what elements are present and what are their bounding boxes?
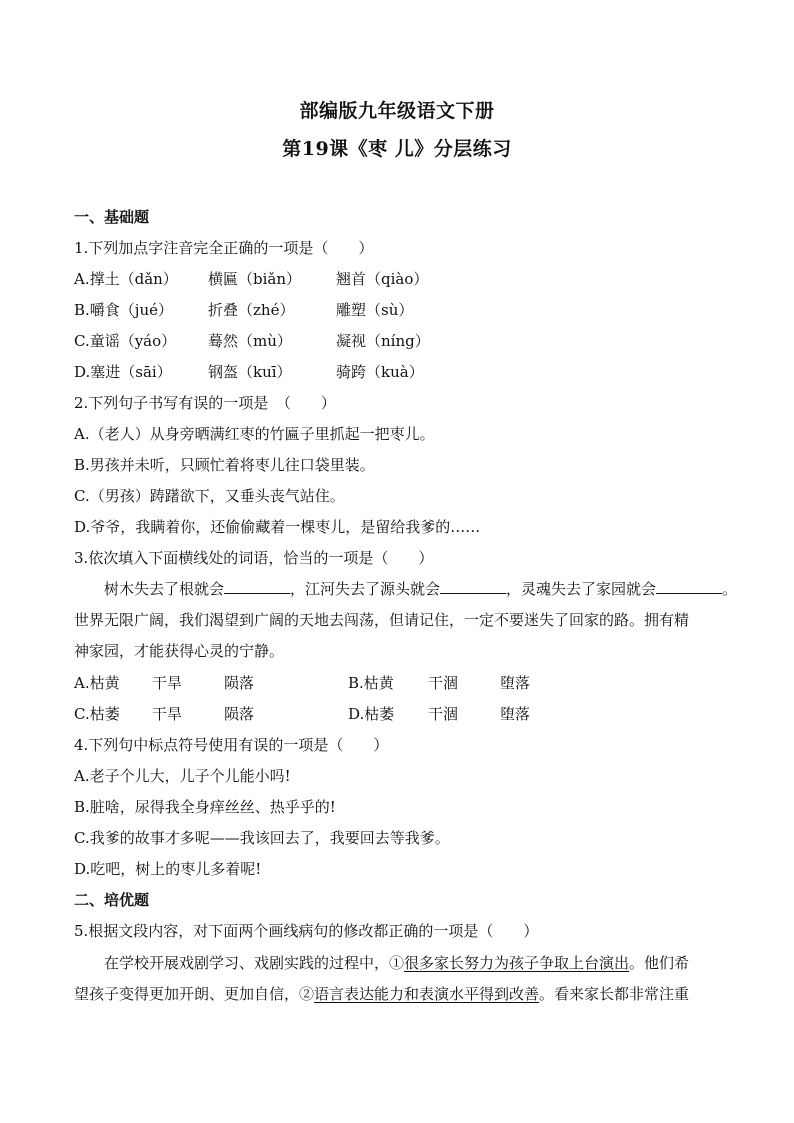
option-text: 雕塑（sù） [336,301,414,319]
question-3-passage-line-1 [104,579,737,599]
question-4-option-a: A.老子个儿大，儿子个儿能小吗! [74,767,291,785]
option-text: B.枯黄 [348,674,394,692]
fill-blank-1[interactable] [224,579,290,594]
passage-text: 望孩子变得更加开朗、更加自信，② [74,985,315,1003]
option-text: A.枯黄 [74,674,120,692]
fill-blank-3[interactable] [656,579,722,594]
option-text: B.嚼食（jué） [74,301,173,319]
question-3-passage-line-2: 世界无限广阔，我们渴望到广阔的天地去闯荡，但请记住，一定不要迷失了回家的路。拥有精 [74,611,690,629]
option-text: A.撑土（dǎn） [74,270,178,288]
question-1-stem: 1.下列加点字注音完全正确的一项是（ ） [74,239,374,257]
option-text: D.枯萎 [348,705,395,723]
page-subtitle: 第19课《枣 儿》分层练习 [282,138,512,160]
question-2-option-c: C.（男孩）踌躇欲下，又垂头丧气站住。 [74,487,345,505]
question-4-option-c: C.我爹的故事才多呢——我该回去了，我要回去等我爹。 [74,829,450,847]
option-text: 蓦然（mù） [208,332,292,350]
question-4-stem: 4.下列句中标点符号使用有误的一项是（ ） [74,736,389,754]
underlined-sentence-1: 很多家长努力为孩子争取上台演出 [404,954,630,972]
passage-text: ，江河失去了源头就会 [290,580,441,598]
question-5-passage-line-2 [74,984,689,1004]
question-2-option-b: B.男孩并未听，只顾忙着将枣儿往口袋里装。 [74,456,375,474]
option-text: C.童谣（yáo） [74,332,177,350]
section-heading-basic: 一、基础题 [74,208,150,226]
option-text: 堕落 [500,705,531,723]
question-2-option-a: A.（老人）从身旁晒满红枣的竹匾子里抓起一把枣儿。 [74,425,435,443]
passage-text: 。 [722,580,738,598]
page-title: 部编版九年级语文下册 [299,100,495,122]
option-text: 钢盔（kuī） [208,363,292,381]
option-text: 凝视（níng） [336,332,430,350]
option-text: 折叠（zhé） [208,301,295,319]
fill-blank-2[interactable] [440,579,506,594]
option-text: 干旱 [152,705,183,723]
question-4-option-d: D.吃吧，树上的枣儿多着呢! [74,860,262,878]
option-text: D.塞进（sāi） [74,363,172,381]
question-3-passage-line-3: 神家园，才能获得心灵的宁静。 [74,642,285,660]
section-heading-advanced: 二、培优题 [74,891,150,909]
option-text: 陨落 [224,705,255,723]
question-5-stem: 5.根据文段内容，对下面两个画线病句的修改都正确的一项是（ ） [74,922,539,940]
option-text: 翘首（qiào） [336,270,429,288]
option-text: 干涸 [428,674,459,692]
option-text: 陨落 [224,674,255,692]
option-text: 堕落 [500,674,531,692]
passage-text: 在学校开展戏剧学习、戏剧实践的过程中，① [104,954,405,972]
option-text: 干旱 [152,674,183,692]
question-5-passage-line-1 [104,953,689,973]
question-3-stem: 3.依次填入下面横线处的词语，恰当的一项是（ ） [74,549,434,567]
option-text: C.枯萎 [74,705,120,723]
option-text: 干涸 [428,705,459,723]
passage-text: 树木失去了根就会 [104,580,225,598]
underlined-sentence-2: 语言表达能力和表演水平得到改善 [314,985,540,1003]
passage-text: ，灵魂失去了家园就会 [506,580,657,598]
passage-text: 。看来家长都非常注重 [539,985,690,1003]
question-4-option-b: B.脏啥，尿得我全身痒丝丝、热乎乎的! [74,798,336,816]
option-text: 横匾（biǎn） [208,270,302,288]
option-text: 骑跨（kuà） [336,363,424,381]
question-2-stem: 2.下列句子书写有误的一项是 （ ） [74,394,336,412]
question-2-option-d: D.爷爷，我瞒着你，还偷偷藏着一棵枣儿，是留给我爹的…… [74,518,481,536]
passage-text: 。他们希 [629,954,690,972]
